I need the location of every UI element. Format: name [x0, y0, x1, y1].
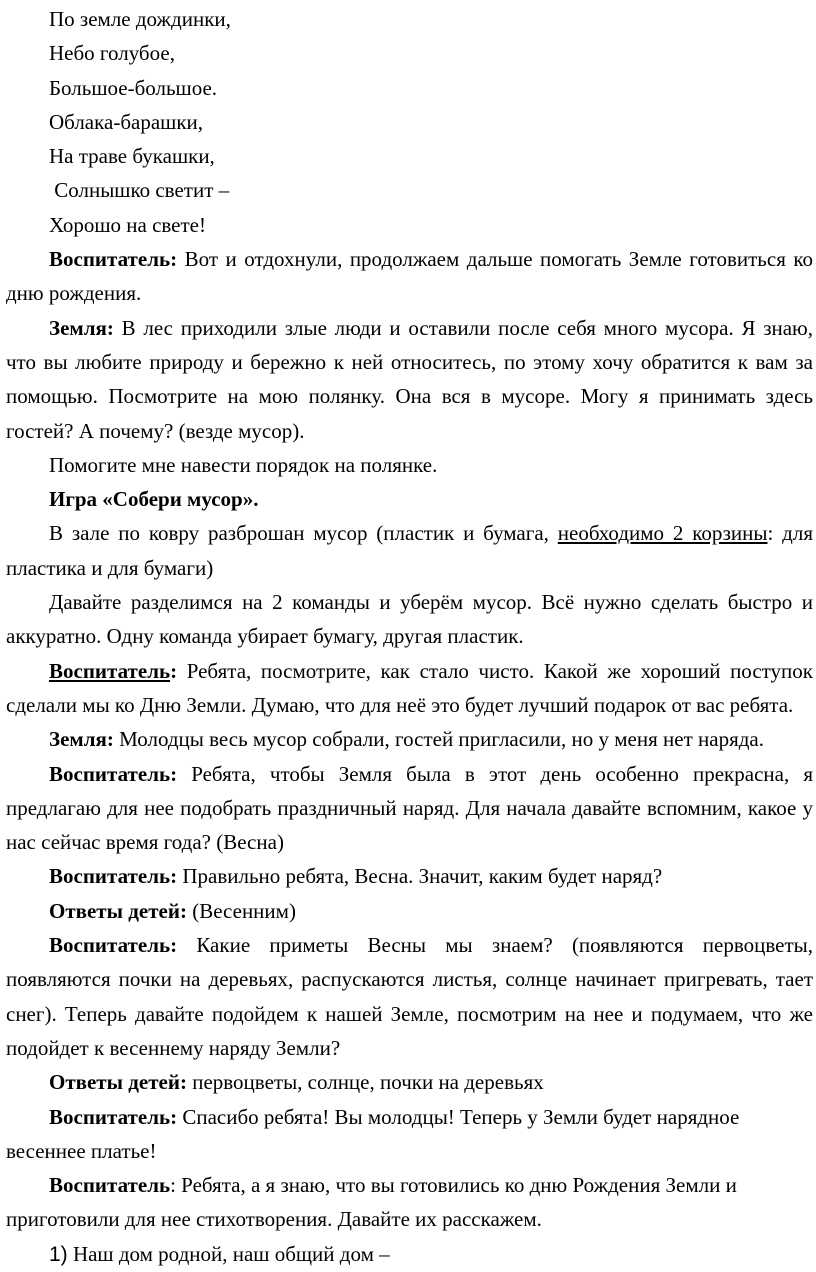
speaker-label: Земля: — [49, 315, 114, 340]
speaker-label: Воспитатель: — [49, 933, 178, 958]
poem-line: На траве букашки, — [49, 144, 215, 169]
paragraph — [6, 928, 813, 1065]
speaker-label: Земля: — [49, 727, 114, 752]
paragraph-text: Ребята, чтобы Земля была в этот день особенно прекрасна, я предлагаю для нее подобрать праздничный наряд. Для начала давайте вспомним, какое у нас сейчас время года? (Весна) — [6, 761, 813, 855]
game-title-text: Игра «Собери мусор». — [49, 487, 259, 512]
list-item-number: 1) — [49, 1242, 68, 1266]
paragraph — [6, 1065, 813, 1099]
list-item-text: Наш дом родной, наш общий дом – — [67, 1241, 390, 1266]
poem — [6, 2, 813, 242]
paragraph — [6, 654, 813, 723]
paragraph — [6, 242, 813, 311]
paragraph-text: Правильно ребята, Весна. Значит, каким будет наряд? — [177, 864, 663, 889]
speaker-label: Воспитатель: — [49, 1104, 178, 1129]
paragraph — [6, 516, 813, 585]
speaker-label: Воспитатель: — [49, 247, 178, 272]
paragraph-text: Ребята, посмотрите, как стало чисто. Какой же хороший поступок сделали мы ко Дню Земли. Думаю, что для неё это будет лучший подарок от вас ребята. — [6, 658, 813, 717]
speaker-colon: : — [170, 658, 178, 683]
list-item — [6, 1237, 813, 1272]
poem-line: Небо голубое, — [49, 41, 175, 66]
paragraph — [6, 1100, 813, 1169]
paragraph-text: (Весенним) — [186, 898, 296, 923]
paragraph-text: Помогите мне навести порядок на полянке. — [49, 452, 438, 477]
poem-line: Большое-большое. — [49, 75, 218, 100]
paragraph-text: Вот и отдохнули, продолжаем дальше помогать Земле готовиться ко дню рождения. — [6, 247, 813, 306]
poem-line: Хорошо на свете! — [49, 212, 206, 237]
speaker-label: Воспитатель: — [49, 864, 178, 889]
paragraph-text: : Ребята, а я знаю, что вы готовились ко дню Рождения Земли и приготовили для нее стихотворения. Давайте их расскажем. — [6, 1173, 737, 1232]
paragraph — [6, 722, 813, 756]
paragraph — [6, 894, 813, 928]
poem-line: Солнышко светит – — [49, 178, 230, 203]
speaker-label: Воспитатель: — [49, 761, 178, 786]
paragraph-text: В зале по ковру разброшан мусор (пластик и бумага, — [49, 521, 558, 546]
paragraph-text: Молодцы весь мусор собрали, гостей пригласили, но у меня нет наряда. — [113, 727, 764, 752]
paragraph-text: В лес приходили злые люди и оставили после себя много мусора. Я знаю, что вы любите природу и бережно к ней относитесь, по этому хочу обратится к вам за помощью. Посмотрите на мою полянку. Она вся в мусоре. Могу я принимать здесь гостей? А почему? (везде мусор). — [6, 315, 813, 443]
paragraph-text: Какие приметы Весны мы знаем? (появляются первоцветы, появляются почки на деревьях, распускаются листья, солнце начинает пригревать, тает снег). Теперь давайте подойдем к нашей Земле, посмотрим на нее и подумаем, что же подойдет к весеннему наряду Земли? — [6, 933, 813, 1060]
poem-line: По земле дождинки, — [49, 7, 231, 31]
speaker-label: Воспитатель — [49, 1173, 171, 1198]
paragraph — [6, 859, 813, 893]
speaker-label: Ответы детей: — [49, 898, 187, 923]
speaker-label: Воспитатель — [49, 658, 171, 683]
game-title — [6, 482, 813, 516]
paragraph — [6, 757, 813, 860]
paragraph — [6, 1168, 813, 1237]
speaker-label: Ответы детей: — [49, 1070, 187, 1095]
poem-line: Облака-барашки, — [49, 109, 204, 134]
paragraph-text: Спасибо ребята! Вы молодцы! Теперь у Земли будет нарядное весеннее платье! — [6, 1104, 740, 1163]
paragraph-text: первоцветы, солнце, почки на деревьях — [186, 1070, 544, 1095]
paragraph — [6, 448, 813, 482]
paragraph-text: : для пластика и для бумаги) — [6, 521, 813, 580]
paragraph — [6, 585, 813, 654]
paragraph — [6, 311, 813, 448]
paragraph-text: Давайте разделимся на 2 команды и уберём мусор. Всё нужно сделать быстро и аккуратно. Одну команда убирает бумагу, другая пластик. — [6, 590, 813, 649]
underlined-text: необходимо 2 корзины — [557, 521, 768, 546]
